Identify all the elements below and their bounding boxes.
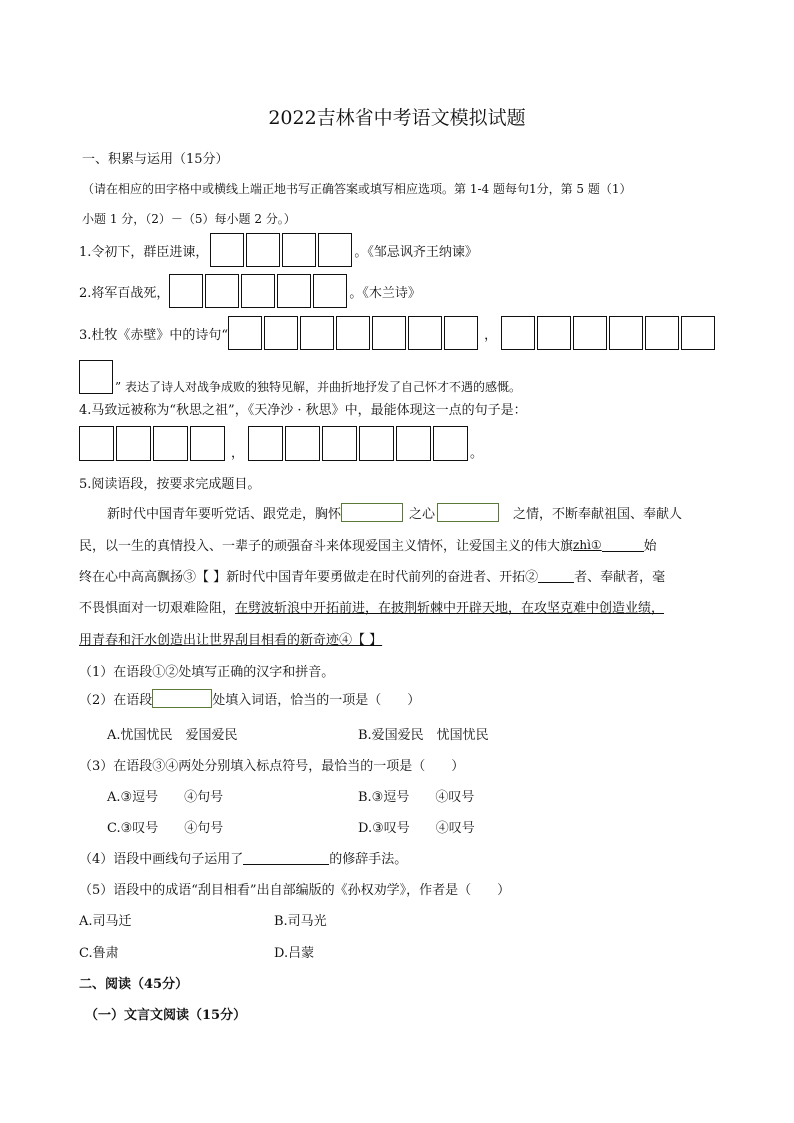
- blank-rhetoric[interactable]: [243, 850, 329, 865]
- sub-question-3: （3）在语段③④两处分别填入标点符号，最恰当的一项是（ ）: [79, 759, 465, 774]
- q4-comma: ，: [231, 446, 245, 461]
- blank-1[interactable]: [602, 537, 644, 552]
- passage-text: 之情，不断奉献祖国、奉献人: [513, 507, 683, 522]
- page-title: 2022吉林省中考语文模拟试题: [268, 107, 526, 129]
- passage-line-5: [79, 629, 382, 648]
- sub2-text: （2）在语段: [79, 693, 153, 708]
- passage-text: 不畏惧面对一切艰难险阻，: [79, 601, 236, 616]
- q4-answer-boxes-b[interactable]: [248, 426, 470, 461]
- question-4-answer: [79, 426, 483, 461]
- q3-prefix: 3.杜牧《赤壁》中的诗句“: [79, 327, 229, 343]
- option-3b[interactable]: B.③逗号 ④叹号: [358, 790, 475, 805]
- q3-answer-boxes-a[interactable]: [228, 316, 480, 350]
- option-3c[interactable]: C.③叹号 ④句号: [107, 821, 224, 836]
- section1-heading: 一、积累与运用（15分）: [82, 152, 229, 167]
- fill-box-1[interactable]: [341, 503, 403, 522]
- question-1: [79, 233, 478, 267]
- option-3d[interactable]: D.③叹号 ④叹号: [358, 821, 475, 836]
- section2-sub-heading: （一）文言文阅读（15分）: [85, 1008, 247, 1023]
- passage-text: 之心: [409, 507, 436, 522]
- q3-last-box[interactable]: [79, 360, 113, 394]
- sub4-text: 的修辞手法。: [329, 852, 408, 867]
- q2-suffix: 。《木兰诗》: [349, 285, 421, 301]
- passage-text: 终在心中高高飘扬③【 】新时代中国青年要勇做走在时代前列的奋进者、开拓②: [79, 570, 539, 585]
- passage-text: 者、奉献者，毫: [574, 570, 666, 585]
- passage-line-1: [107, 503, 682, 522]
- option-5a[interactable]: A.司马迁: [79, 914, 132, 929]
- q1-answer-boxes[interactable]: [210, 233, 354, 267]
- instruction-line2: 小题 1 分，（2）－（5）每小题 2 分。）: [82, 212, 296, 226]
- option-2a[interactable]: A.忧国忧民 爱国爱民: [107, 728, 238, 743]
- option-5c[interactable]: C.鲁肃: [79, 946, 119, 961]
- sub-question-5: （5）语段中的成语“刮目相看”出自部编版的《孙权劝学》，作者是（ ）: [79, 883, 511, 898]
- sub4-text: （4）语段中画线句子运用了: [79, 852, 244, 867]
- passage-text: 始: [643, 539, 657, 554]
- question-4-text: 4.马致远被称为“秋思之祖”，《天净沙 · 秋思》中，最能体现这一点的句子是：: [79, 403, 527, 418]
- passage-text: 民，以一生的真情投入、一辈子的顽强奋斗来体现爱国主义情怀，让爱国主义的伟大旗: [79, 539, 574, 554]
- q1-prefix: 1.令初下，群臣进谏，: [79, 244, 209, 260]
- sub-question-4: [79, 848, 407, 867]
- question-5-text: 5.阅读语段，按要求完成题目。: [79, 477, 261, 492]
- sub-question-1: （1）在语段①②处填写正确的汉字和拼音。: [79, 665, 335, 680]
- option-2b[interactable]: B.爱国爱民 忧国忧民: [358, 728, 489, 743]
- q3-answer-boxes-b[interactable]: [501, 316, 717, 350]
- passage-text: 新时代中国青年要听党话、跟党走，胸怀: [107, 507, 342, 522]
- fill-box-ref: [152, 689, 212, 708]
- passage-line-2: [79, 535, 657, 554]
- underlined-sentence: 用青春和汗水创造出让世界刮目相看的新奇迹④【 】: [79, 633, 383, 648]
- section2-heading: 二、阅读（45分）: [79, 977, 189, 992]
- option-3a[interactable]: A.③逗号 ④句号: [107, 790, 224, 805]
- passage-line-4: [79, 597, 664, 616]
- option-5d[interactable]: D.吕蒙: [274, 946, 315, 961]
- instruction-line1: （请在相应的田字格中或横线上端正地书写正确答案或填写相应选项。第 1-4 题每句1分，第 5 题（1）: [82, 182, 632, 196]
- option-5b[interactable]: B.司马光: [274, 914, 327, 929]
- pinyin-marker: zhì①: [573, 537, 602, 552]
- question-3: [79, 316, 717, 350]
- question-3-cont: [79, 358, 521, 395]
- q4-end: 。: [470, 446, 484, 461]
- question-2: [79, 274, 421, 308]
- q4-answer-boxes-a[interactable]: [79, 426, 227, 461]
- q3-comma: ，: [484, 327, 498, 343]
- fill-box-2[interactable]: [437, 503, 499, 522]
- q1-suffix: 。《邹忌讽齐王纳谏》: [354, 244, 478, 260]
- sub2-text: 处填入词语，恰当的一项是（ ）: [212, 693, 421, 708]
- passage-line-3: [79, 566, 665, 585]
- sub-question-2: [79, 689, 420, 708]
- q3-suffix: ” 表达了诗人对战争成败的独特见解，并曲折地抒发了自己怀才不遇的感慨。: [115, 380, 521, 394]
- underlined-sentence: 在劈波斩浪中开拓前进，在披荆斩棘中开辟天地，在攻坚克难中创造业绩，: [235, 601, 665, 616]
- blank-2[interactable]: [538, 568, 574, 583]
- q2-answer-boxes[interactable]: [169, 274, 349, 308]
- q2-prefix: 2.将军百战死，: [79, 285, 170, 301]
